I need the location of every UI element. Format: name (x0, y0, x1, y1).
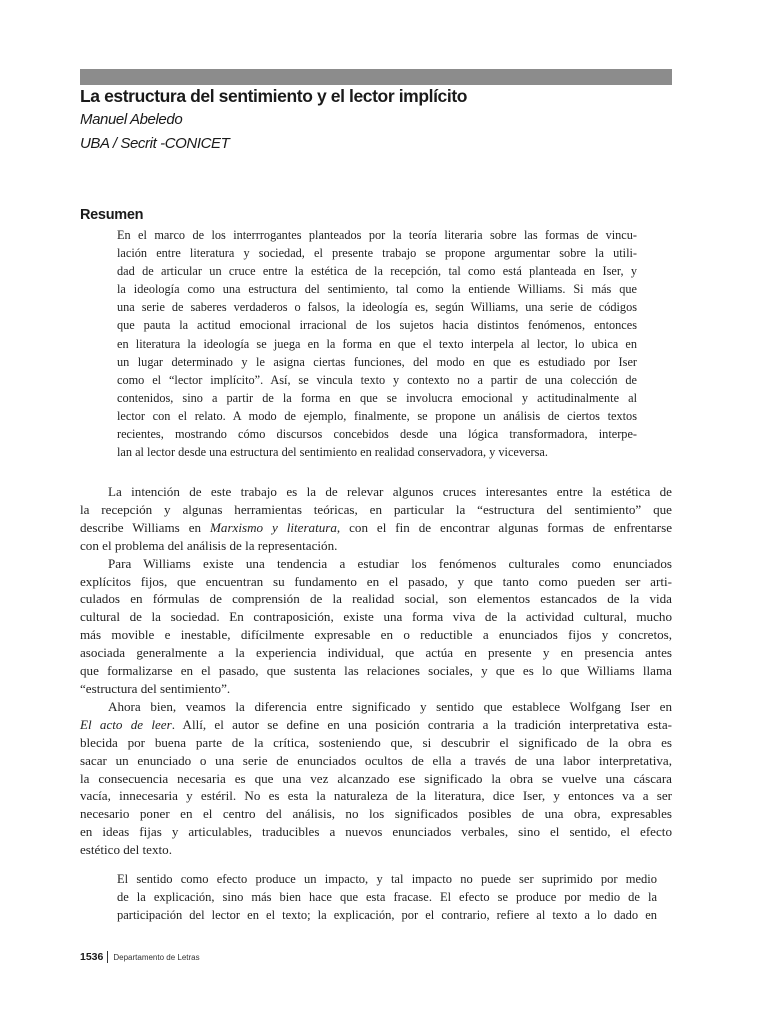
article-author: Manuel Abeledo (80, 111, 183, 128)
quote-line: de la explicación, sino más bien hace que esta fracase. El efecto se produce por medio de la (117, 890, 657, 904)
abstract-line: contenidos, sino a partir de la forma en que se involucra emocional y actitudinalmente al (117, 390, 637, 405)
body-line: asociada generalmente a la experiencia individual, que actúa en presente y en presencia antes (80, 645, 672, 661)
quote-line: El sentido como efecto produce un impacto, y tal impacto no puede ser suprimido por medio (117, 872, 657, 886)
paragraph-1 (80, 483, 672, 555)
abstract-line: recientes, mostrando cómo discursos concebidos desde una lógica transformadora, interpe- (117, 427, 637, 442)
abstract-line: dad de articular un cruce entre la estética de la recepción, tal como está planteada en Iser, y (117, 264, 637, 279)
abstract-line: En el marco de los interrrogantes planteados por la teoría literaria sobre las formas de vincu- (117, 228, 637, 242)
body-line: más movible e inestable, difícilmente expresable en o reductible a enunciados fijos y concretos, (80, 627, 672, 643)
body-line: La intención de este trabajo es la de relevar algunos cruces interesantes entre la estética de (108, 484, 672, 499)
abstract-line: la ideología como una estructura del sentimiento, tal como la entiende Williams. Si más que (117, 282, 637, 297)
body-text-segment: . Allí, el autor se define en una posición contraria a la tradición interpretativa esta- (171, 716, 672, 732)
body-line: en ideas fijas y articulables, traducibles a nuevos enunciados verbales, sino el sentido, el efecto (80, 824, 672, 840)
body-line: blecida por buena parte de la crítica, sosteniendo que, si descubrir el significado de la obra es (80, 734, 672, 750)
abstract-text (117, 226, 637, 461)
abstract-line: lan al lector desde una estructura del sentimiento en realidad conservadora, y viceversa. (117, 445, 548, 460)
body-line: vacía, innecesaria y estéril. No es esta la naturaleza de la literatura, dice Iser, y entonces va a ser (80, 788, 672, 804)
abstract-line: una serie de saberes verdaderos o falsos, la ideología es, según Williams, una serie de códigos (117, 300, 637, 315)
body-line (80, 519, 672, 537)
body-line: Ahora bien, veamos la diferencia entre significado y sentido que establece Wolfgang Iser en (108, 698, 672, 714)
abstract-line: como el “lector implícito”. Así, se vincula texto y contexto no a partir de una colección de (117, 372, 637, 387)
body-text-segment: describe Williams en (80, 519, 210, 535)
book-title-el-acto-de-leer: El acto de leer (80, 716, 172, 732)
body-text (80, 483, 672, 859)
abstract-line: lector con el relato. A modo de ejemplo, finalmente, se propone un análisis de ciertos textos (117, 408, 637, 423)
book-title-marxismo: Marxismo y literatura (209, 519, 337, 535)
body-text-segment: , con el fin de encontrar algunas formas de enfrentarse (336, 519, 673, 535)
body-line: sacar un enunciado o una serie de enunciados ocultos de ella a través de una labor interpretativa, (80, 752, 672, 768)
abstract-line: lación entre literatura y sociedad, el presente trabajo se propone argumentar sobre la utili- (117, 246, 637, 261)
paragraph-3 (80, 698, 672, 859)
body-line: que formalizarse en el pasado, que sustenta las relaciones sociales, y que es lo que Williams llama (80, 663, 672, 679)
body-line: cultural de la sociedad. En contraposición, existe una forma viva de la actividad cultural, mucho (80, 609, 672, 625)
quote-line: participación del lector en el texto; la explicación, por el contrario, refiere al texto a lo dado en (117, 908, 657, 922)
page-footer (80, 951, 200, 963)
body-line: estético del texto. (80, 842, 172, 858)
header-bar (80, 69, 672, 85)
footer-divider (107, 951, 108, 963)
body-line: Para Williams existe una tendencia a estudiar los fenómenos culturales como enunciados (108, 555, 672, 571)
body-line: necesario poner en el centro del análisis, no los significados posibles de una obra, expresables (80, 806, 672, 822)
abstract-line: en literatura la ideología se juega en la forma en que el texto interpela al lector, lo ubica en (117, 336, 637, 351)
body-line: la consecuencia necesaria es que una vez alcanzado ese significado la obra se vuelve una cáscara (80, 770, 672, 786)
body-line: con el problema del análisis de la representación. (80, 537, 338, 553)
abstract-line: un lugar determinado y le asigna ciertas funciones, del modo en que es estudiado por Iser (117, 354, 637, 369)
body-line (80, 716, 672, 734)
body-line: “estructura del sentimiento”. (80, 680, 231, 696)
body-line: explícitos fijos, que encuentran su fundamento en el pasado, y que tanto como pueden ser arti- (80, 573, 672, 589)
department-name: Departamento de Letras (113, 952, 200, 962)
article-title: La estructura del sentimiento y el lector implícito (80, 86, 468, 106)
abstract-line: que pauta la actitud emocional irracional de los sujetos hacia distintos fenómenos, entonces (117, 318, 637, 333)
author-affiliation: UBA / Secrit -CONICET (80, 135, 230, 152)
paragraph-2 (80, 555, 672, 698)
body-line: la recepción y algunas herramientas teóricas, en particular la “estructura del sentimiento” que (80, 501, 672, 517)
page-number: 1536 (80, 951, 104, 963)
body-line: culados en fórmulas de comprensión de la realidad social, son elementos estancados de la vida (80, 591, 672, 607)
block-quote (117, 870, 657, 924)
abstract-heading: Resumen (80, 207, 144, 223)
